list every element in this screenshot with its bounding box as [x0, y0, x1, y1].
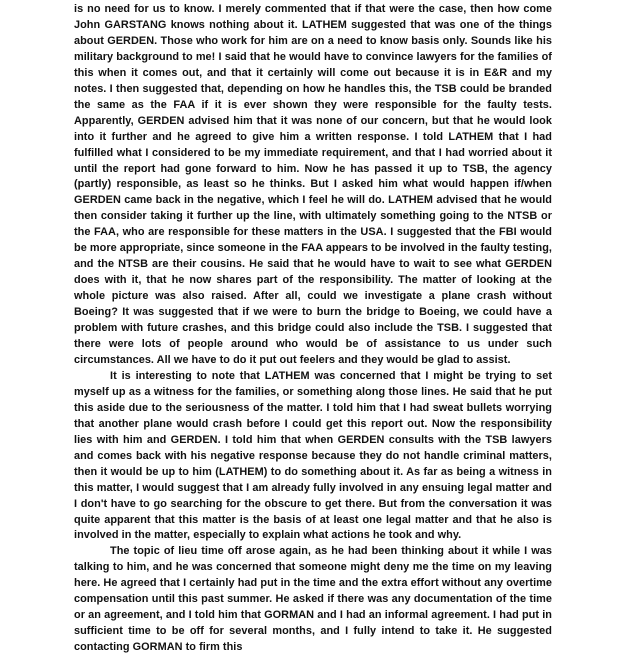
document-page: [74, 2, 552, 656]
paragraph-2: It is interesting to note that LATHEM was concerned that I might be trying to set myself up as a witness for the families, or something along those lines. He said that he put this aside due to the seriousness of the matter. I told him that I had sweat bullets worrying that another plane would crash before I could get this report out. Now the responsibility lies with him and GERDEN. I told him that when GERDEN consults with the TSB lawyers and comes back with his negative response because they do not handle criminal matters, then it would be up to him (LATHEM) to do something about it. As far as being a witness in this matter, I would suggest that I am already fully involved in any ensuing legal matter and I don't have to go searching for the obscure to get there. But from the conversation it was quite apparent that this matter is the basis of at least one legal matter and that he also is involved in the matter, especially to explain what actions he took and why.: [74, 369, 552, 542]
paragraph-3: The topic of lieu time off arose again, as he had been thinking about it while I was talking to him, and he was concerned that someone might deny me the time on my leaving here. He agreed that I certainly had put in the time and the extra effort without any overtime compensation until this past summer. He asked if there was any documentation of the time or an agreement, and I told him that GORMAN and I had an informal agreement. I had put in sufficient time to be off for several months, and I fully intend to take it. He suggested contacting GORMAN to firm this: [74, 545, 552, 654]
paragraph-1: is no need for us to know. I merely commented that if that were the case, then how come John GARSTANG knows nothing about it. LATHEM suggested that was one of the things about GERDEN. Those who work for him are on a need to know basis only. Sounds like his military background to me! I said that he would have to convince lawyers for the families of this when it comes out, and that it certainly will come out because it is in E&R and my notes. I then suggested that, depending on how he handles this, the TSB could be branded the same as the FAA if it is ever shown they were responsible for the faulty tests. Apparently, GERDEN advised him that it was none of our concern, but that he would look into it further and he agreed to give him a written response. I told LATHEM that I had fulfilled what I considered to be my immediate requirement, and that I had worried about it until the report had gone forward to him. Now he has passed it up to TSB, the agency (partly) responsible, as least so he thinks. But I asked him what would happen if/when GERDEN came back in the negative, which I feel he will do. LATHEM advised that he would then consider taking it further up the line, with ultimately something going to the NTSB or the FAA, who are responsible for these matters in the USA. I suggested that the FBI would be more appropriate, since someone in the FAA appears to be involved in the faulty testing, and the NTSB are their cousins. He said that he would have to wait to see what GERDEN does with it, that he now shares part of the responsibility. The matter of looking at the whole picture was also raised. After all, could we investigate a plane crash without Boeing? It was suggested that if we were to burn the bridge to Boeing, we could have a problem with future crashes, and this bridge could also include the TSB. I suggested that there were lots of people around who would be of assistance to us under such circumstances. All we have to do it put out feelers and they would be glad to assist.: [74, 3, 552, 366]
